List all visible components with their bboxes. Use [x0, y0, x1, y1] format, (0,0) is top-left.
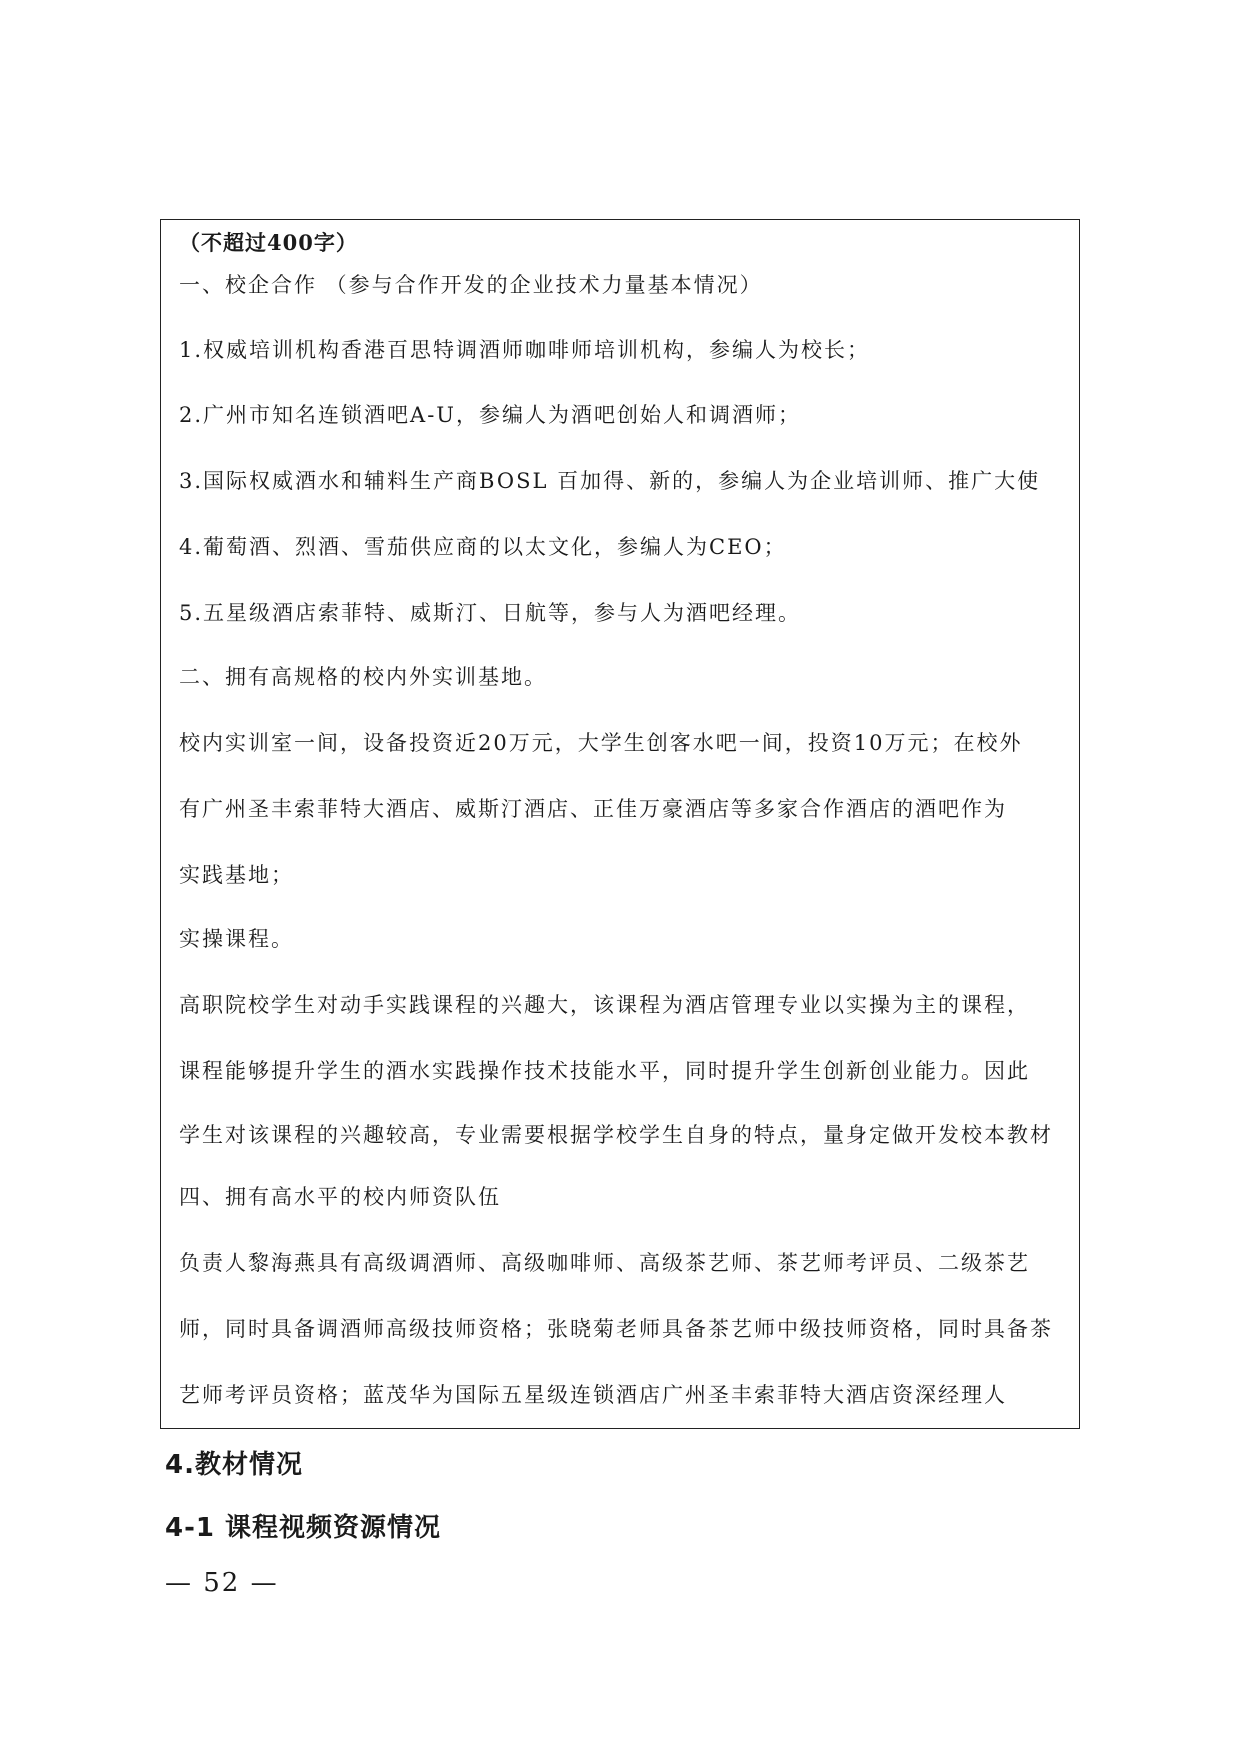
page-number: — 52 —	[165, 1568, 279, 1598]
section-heading-textbook: 4.教材情况	[165, 1450, 303, 1480]
section-heading-faculty: 四、拥有高水平的校内师资队伍	[179, 1185, 501, 1209]
paragraph-line: 课程能够提升学生的酒水实践操作技术技能水平，同时提升学生创新创业能力。因此	[179, 1059, 1030, 1083]
paragraph-line: 负责人黎海燕具有高级调酒师、高级咖啡师、高级茶艺师、茶艺师考评员、二级茶艺	[179, 1251, 1030, 1275]
section-heading-video-resources: 4-1 课程视频资源情况	[165, 1513, 442, 1543]
list-item: 2.广州市知名连锁酒吧A-U，参编人为酒吧创始人和调酒师；	[179, 403, 801, 427]
paragraph-line: 高职院校学生对动手实践课程的兴趣大，该课程为酒店管理专业以实操为主的课程，	[179, 993, 1030, 1017]
list-item: 1.权威培训机构香港百思特调酒师咖啡师培训机构，参编人为校长；	[179, 338, 871, 362]
paragraph-line: 实践基地；	[179, 863, 294, 887]
paragraph-line: 艺师考评员资格；蓝茂华为国际五星级连锁酒店广州圣丰索菲特大酒店资深经理人	[179, 1383, 1007, 1407]
list-item: 3.国际权威酒水和辅料生产商BOSL 百加得、新的，参编人为企业培训师、推广大使	[179, 469, 1041, 493]
paragraph-line: 学生对该课程的兴趣较高，专业需要根据学校学生自身的特点，量身定做开发校本教材	[179, 1123, 1053, 1147]
section-heading-training-base: 二、拥有高规格的校内外实训基地。	[179, 665, 547, 689]
list-item: 4.葡萄酒、烈酒、雪茄供应商的以太文化，参编人为CEO；	[179, 535, 787, 559]
section-heading-practical-course: 实操课程。	[179, 927, 294, 951]
paragraph-line: 有广州圣丰索菲特大酒店、威斯汀酒店、正佳万豪酒店等多家合作酒店的酒吧作为	[179, 797, 1007, 821]
content-table-cell	[160, 219, 1080, 1429]
word-limit-note: （不超过400字）	[179, 230, 358, 255]
list-item: 5.五星级酒店索菲特、威斯汀、日航等，参与人为酒吧经理。	[179, 601, 802, 625]
paragraph-line: 校内实训室一间，设备投资近20万元，大学生创客水吧一间，投资10万元；在校外	[179, 731, 1023, 755]
paragraph-line: 师，同时具备调酒师高级技师资格；张晓菊老师具备茶艺师中级技师资格，同时具备茶	[179, 1317, 1053, 1341]
section-heading-cooperation: 一、校企合作 （参与合作开发的企业技术力量基本情况）	[179, 273, 763, 297]
